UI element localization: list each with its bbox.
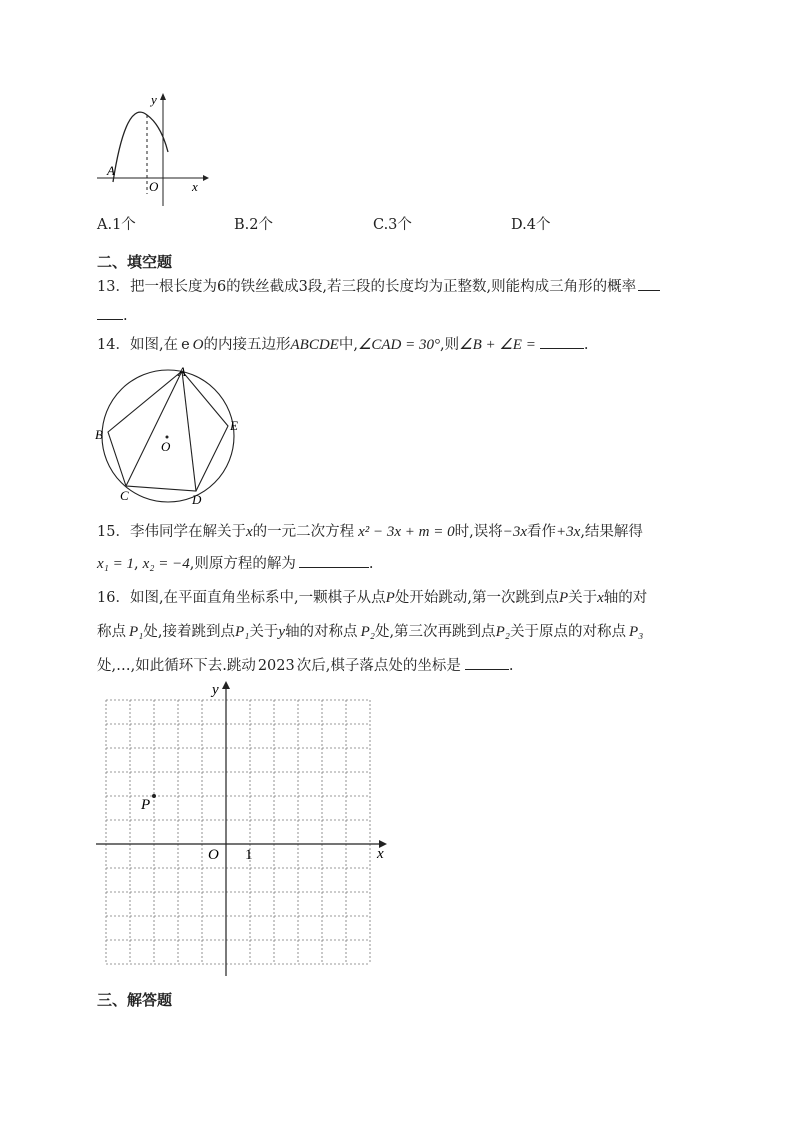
q15-answer-blank	[299, 553, 369, 568]
q15-text-f: ,则原方程的解为	[189, 556, 296, 572]
question-15	[97, 522, 643, 542]
question-14	[97, 334, 588, 355]
x-axis-arrow	[203, 175, 209, 181]
question-16	[97, 588, 647, 608]
q15-end: .	[368, 556, 374, 572]
q15-x2: x₂ = −4	[142, 556, 190, 572]
q16-p2: P₂	[360, 624, 375, 640]
grid-label-y: y	[212, 682, 219, 698]
q16-p1: P₁	[129, 624, 144, 640]
label-x: x	[192, 179, 198, 194]
label-E: E	[230, 418, 238, 433]
q13-answer-blank-2	[97, 305, 123, 320]
q16-text-h: 轴的对称点	[285, 624, 358, 640]
q13-text: 13．把一根长度为6的铁丝截成3段,若三段的长度均为正整数,则能构成三角形的概率	[97, 279, 637, 295]
y-axis-arrow	[160, 93, 166, 100]
choice-a: A.1个	[97, 217, 136, 233]
q16-text-k: 处,…,如此循环下去.跳动	[97, 658, 256, 674]
q16-text-f: 处,接着跳到点	[143, 624, 235, 640]
q16-x: x	[597, 590, 604, 606]
question-15-cont: x₁ = 1, x₂ = −4,则原方程的解为 .	[97, 553, 373, 574]
label-O: O	[161, 439, 171, 454]
q13-answer-blank-1	[638, 276, 660, 291]
q15-text-c: 时,误将	[454, 524, 503, 540]
label-D: D	[192, 492, 202, 507]
q14-sum: ∠B + ∠E =	[459, 337, 536, 353]
q16-end: .	[508, 658, 514, 674]
label-a: A	[107, 163, 115, 178]
q16-text-i: 处,第三次再跳到点	[374, 624, 496, 640]
q16-p2-2: P₂	[495, 624, 510, 640]
pentagon-figure	[90, 362, 250, 512]
question-13	[97, 276, 660, 297]
grid-y-arrow	[222, 681, 230, 689]
q15-x1: x₁ = 1	[97, 556, 134, 572]
segment-ad	[182, 371, 196, 491]
grid-label-p: P	[141, 797, 151, 813]
q14-zhong: 中,	[338, 337, 358, 353]
q14-answer-blank	[540, 334, 584, 349]
q16-text-c: 关于	[568, 590, 598, 606]
grid-label-x: x	[377, 846, 384, 862]
q14-ze: ,则	[440, 337, 460, 353]
q14-o: O	[192, 337, 204, 353]
grid-label-o: O	[208, 847, 219, 863]
choice-c: C.3个	[373, 217, 412, 233]
q14-end: .	[583, 337, 589, 353]
q16-text-d: 轴的对	[603, 590, 648, 606]
question-13-cont: .	[97, 305, 128, 326]
q16-answer-blank	[465, 655, 509, 670]
coordinate-grid	[90, 678, 395, 980]
pentagon	[108, 371, 228, 491]
q14-mid: 的内接五边形	[203, 337, 291, 353]
parabola-curve	[113, 112, 168, 182]
q16-p1-2: P₁	[235, 624, 250, 640]
label-C: C	[120, 488, 129, 503]
q16-p: P	[385, 590, 395, 606]
q15-x: x	[245, 524, 253, 540]
q16-text-j: 关于原点的对称点	[509, 624, 626, 640]
label-o: O	[149, 179, 159, 194]
q15-equation: x² − 3x + m = 0	[358, 524, 455, 540]
question-16-cont-1	[97, 622, 643, 642]
q15-text-d: 看作	[527, 524, 557, 540]
q14-prefix: 14．如图,在	[97, 337, 179, 353]
q16-p3: P₃	[628, 624, 644, 640]
grid-label-1: 1	[245, 847, 253, 863]
segment-ac	[126, 371, 182, 486]
question-16-cont-2	[97, 655, 513, 676]
q15-text-e: ,结果解得	[580, 524, 643, 540]
q14-pentagon: ABCDE	[290, 337, 339, 353]
q16-text-a: 16．如图,在平面直角坐标系中,一颗棋子从点	[97, 590, 386, 606]
grid-lines	[106, 700, 370, 964]
choice-d: D.4个	[511, 217, 551, 233]
q16-text-l: 次后,棋子落点处的坐标是	[296, 658, 461, 674]
choice-b: B.2个	[234, 217, 273, 233]
q15-text-b: 的一元二次方程	[252, 524, 355, 540]
q14-angle: ∠CAD = 30°	[357, 337, 441, 353]
parabola-graph	[95, 90, 210, 208]
q16-text-g: 关于	[249, 624, 279, 640]
q15-pos3x: +3x	[556, 524, 581, 540]
q14-circle-mark: e	[181, 337, 190, 353]
label-y: y	[151, 92, 157, 107]
point-p	[152, 794, 156, 798]
section-title-answer: 三、解答题	[97, 991, 173, 1009]
q16-text-e: 称点	[97, 624, 126, 640]
label-B: B	[95, 427, 103, 442]
section-title-fill-blank: 二、填空题	[97, 253, 173, 271]
q16-y: y	[278, 624, 286, 640]
q15-neg3x: −3x	[502, 524, 528, 540]
label-A: A	[178, 364, 186, 379]
q15-text-a: 15．李伟同学在解关于	[97, 524, 246, 540]
q16-p-2: P	[558, 590, 569, 606]
q16-2023: 2023	[257, 658, 295, 674]
q16-text-b: 处开始跳动,第一次跳到点	[394, 590, 559, 606]
